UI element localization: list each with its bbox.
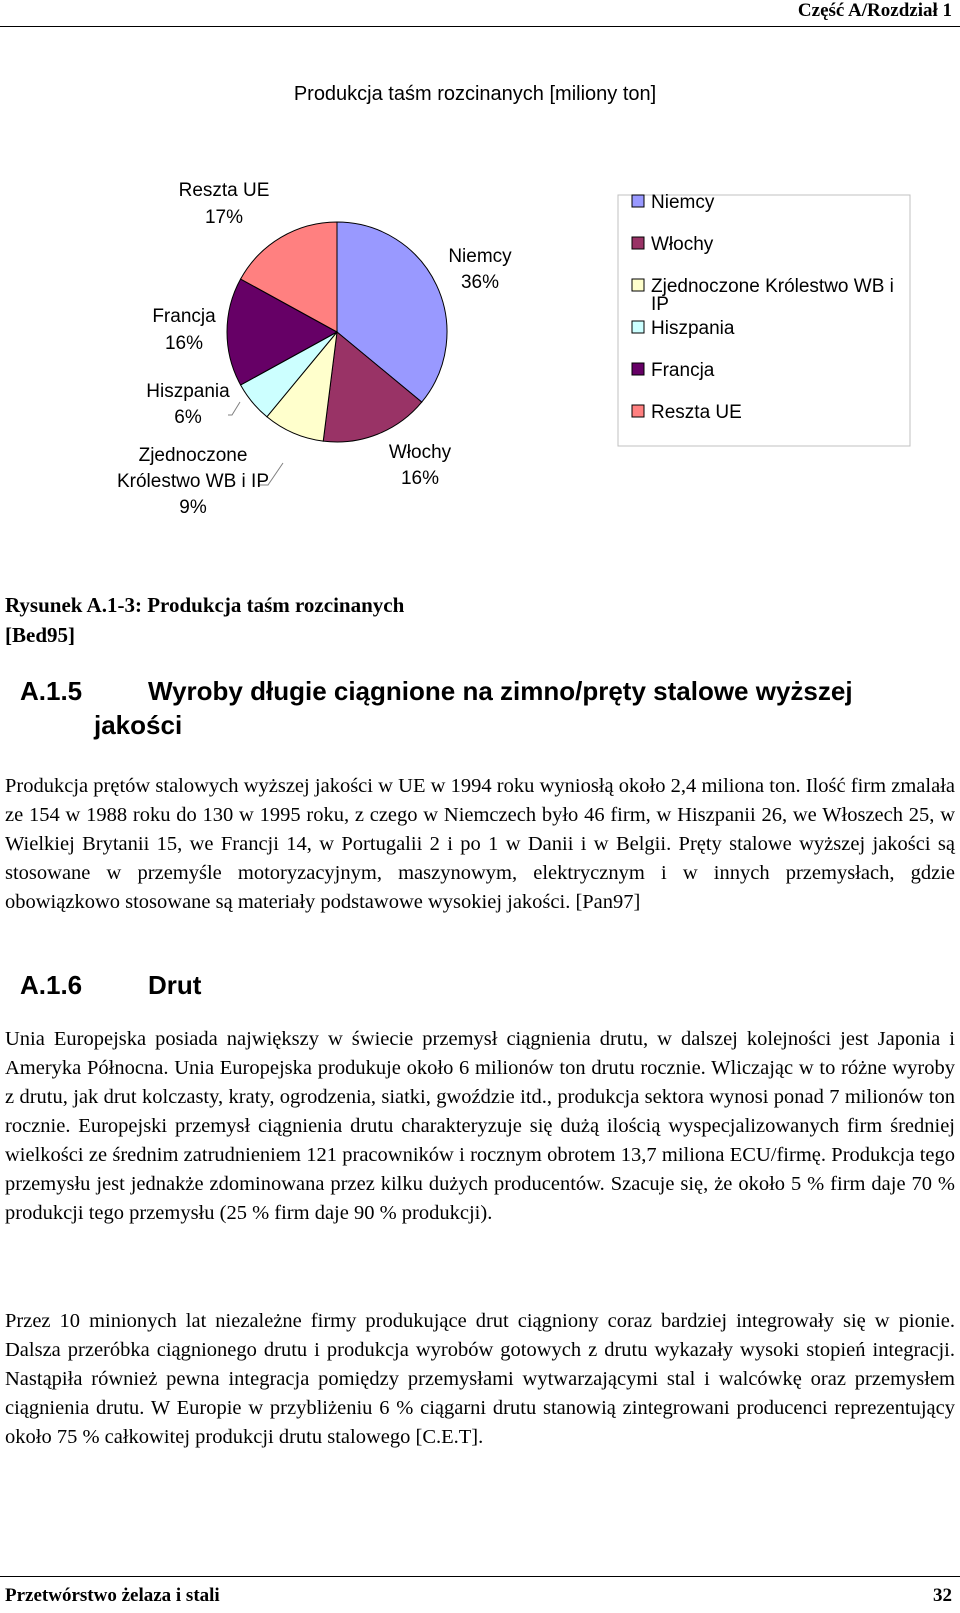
legend-label-4: Francja [651,360,715,381]
header-rule [0,26,960,27]
section-number: A.1.6 [20,970,83,1000]
legend-label-0: Niemcy [651,192,715,213]
slice-value-wlochy: 16% [400,468,440,489]
paragraph-1: Produkcja prętów stalowych wyższej jakości w UE w 1994 roku wyniosłą około 2,4 miliona ton. Ilość firm zmalała ze 154 w 1988 roku do 130 w 1995 roku, z czego w Niemczech było 46 firm, w Hiszpanii 26, we Włoszech 25, w Wielkiej Brytanii 15, we Francji 14, w Portugalii 2 i po 1 w Danii i w Belgii. Pręty stalowe wyższej jakości są stosowane w przemyśle motoryzacyjnym, maszynowym, elektrycznym i w innych przemysłach, gdzie obowiązkowo stosowane są materiały podstawowe wysokiej jakości. [Pan97] [5,775,955,913]
leader-line-1 [228,402,240,415]
section-title: Wyroby długie ciągnione na zimno/pręty stalowe wyższej [148,676,853,706]
legend-swatch-5 [632,405,644,417]
caption-line-1: Rysunek A.1-3: Produkcja taśm rozcinanych [5,593,405,617]
section-title: Drut [148,970,202,1000]
section-title-cont: jakości [94,710,183,740]
legend-label-1: Włochy [651,234,714,255]
legend-swatch-2 [632,279,644,291]
legend-label-5: Reszta UE [651,402,742,423]
pie-chart [0,60,960,530]
legend-label-3: Hiszpania [651,318,735,339]
slice-label-wlochy: Włochy [388,442,452,463]
section-heading-a15 [20,674,853,742]
chart-title: Produkcja taśm rozcinanych [miliony ton] [293,83,657,105]
slice-label-francja: Francja [152,306,216,327]
slice-value-niemcy: 36% [460,272,500,293]
section-heading-a16 [20,968,201,1002]
legend-swatch-1 [632,237,644,249]
section-number: A.1.5 [20,676,83,706]
legend-swatch-4 [632,363,644,375]
header-chapter: Część A/Rozdział 1 [797,0,952,21]
paragraph-3: Przez 10 minionych lat niezależne firmy produkujące drut ciągniony coraz bardziej integrowały się w pionie. Dalsza przeróbka ciągnionego drutu i produkcja wyrobów gotowych z drutu wykazały wysoki stopień integracji. Nastąpiła również pewna integracja pomiędzy przemysłami wytwarzającymi stal i walcówkę oraz przemysłem ciągnienia drutu. W Europie w przybliżeniu 6 % ciągarni drutu stanowią zintegrowani producenci reprezentujący około 75 % całkowitej produkcji drutu stalowego [C.E.T]. [5,1310,955,1448]
legend-swatch-3 [632,321,644,333]
slice-value-zk: 9% [179,497,207,518]
slice-label-niemcy: Niemcy [448,246,512,267]
paragraph-2: Unia Europejska posiada największy w świecie przemysł ciągnienia drutu, w dalszej kolejności jest Japonia i Ameryka Północna. Unia Europejska produkuje około 6 milionów ton drutu rocznie. Wliczając w to różne wyroby z drutu, jak drut kolczasty, kraty, ogrodzenia, siatki, gwoździe itd., produkcja sektora wynosi ponad 7 milionów ton rocznie. Europejski przemysł ciągnienia drutu charakteryzuje się dużą ilością wyspecjalizowanych firm średniej wielkości ze średnim zatrudnieniem 121 pracowników i rocznym obrotem 13,7 miliona ECU/firmę. Produkcja tego przemysłu jest jednakże zdominowana przez kilku dużych producentów. Szacuje się, że około 5 % firm daje 70 % produkcji tego przemysłu (25 % firm daje 90 % produkcji). [5,1028,955,1224]
footer-rule [0,1576,960,1577]
slice-label-hiszpania: Hiszpania [146,381,230,402]
pie-slices [227,222,447,442]
slice-label-zk-1: Zjednoczone [138,445,248,466]
slice-value-francja: 16% [164,333,204,354]
slice-value-hiszpania: 6% [174,407,202,428]
slice-label-zk-2: Królestwo WB i IP [116,471,270,492]
legend-swatch-0 [632,195,644,207]
legend-label-2: Zjednoczone Królestwo WB i IP [651,276,894,315]
footer-title: Przetwórstwo żelaza i stali [5,1585,220,1606]
figure-caption [5,590,525,650]
slice-value-reszta: 17% [204,207,244,228]
slice-label-reszta: Reszta UE [178,180,270,201]
caption-line-2: [Bed95] [5,623,75,647]
page-number: 32 [933,1585,952,1606]
